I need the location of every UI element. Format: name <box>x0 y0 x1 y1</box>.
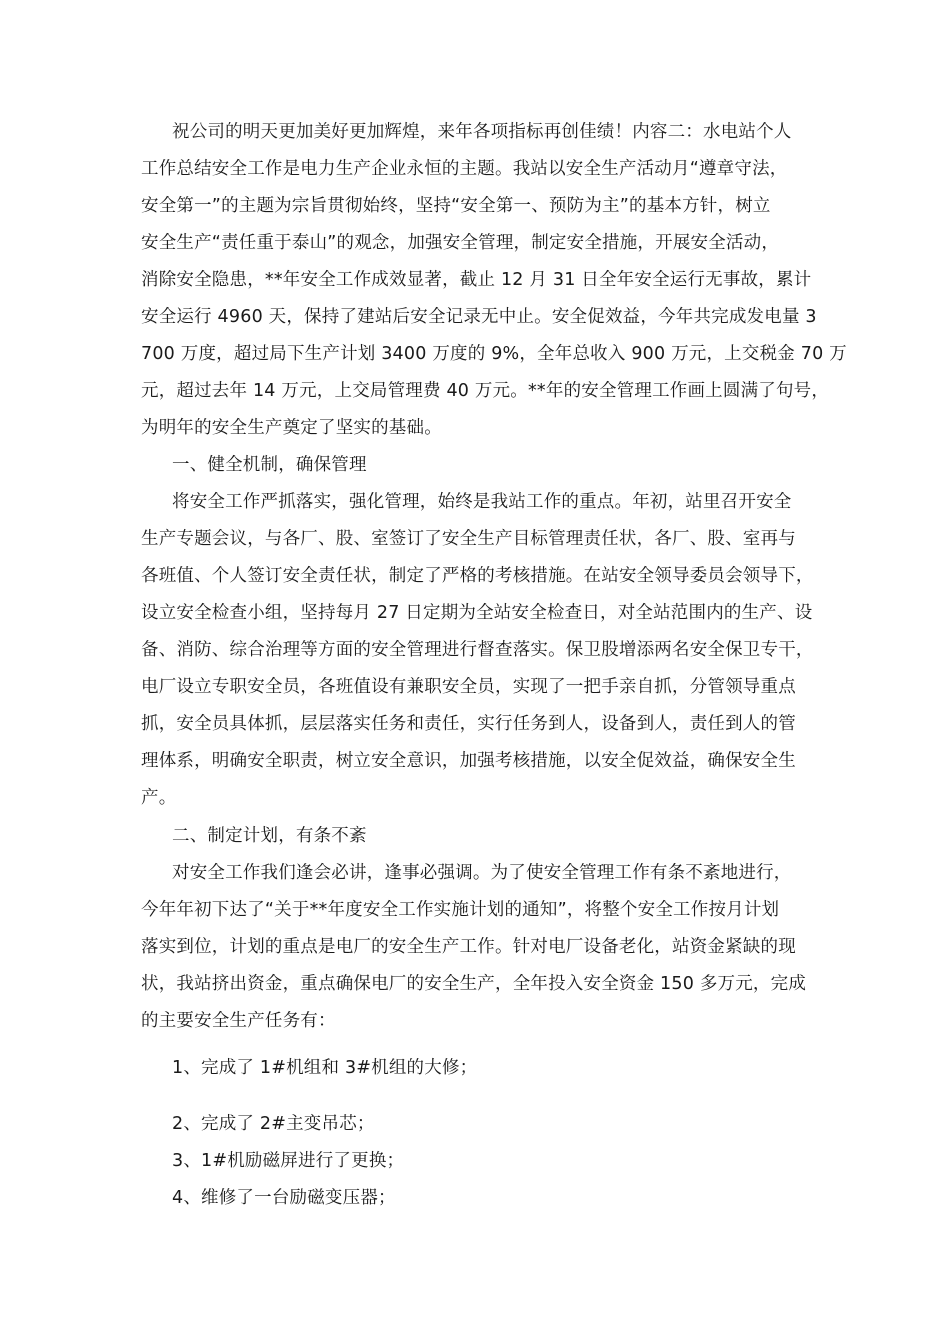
list-item: 3、1#机励磁屏进行了更换； <box>172 1151 405 1171</box>
paragraph-line: 700 万度，超过局下生产计划 3400 万度的 9%，全年总收入 900 万元，上交税金 70 万 <box>141 344 847 364</box>
paragraph-line: 的主要安全生产任务有： <box>141 1011 336 1031</box>
paragraph-line: 安全生产“责任重于泰山”的观念，加强安全管理，制定安全措施，开展安全活动， <box>141 233 780 253</box>
paragraph-line: 将安全工作严抓落实，强化管理，始终是我站工作的重点。年初，站里召开安全 <box>172 492 792 512</box>
paragraph-line: 产。 <box>141 788 177 808</box>
paragraph-line: 备、消防、综合治理等方面的安全管理进行督查落实。保卫股增添两名安全保卫专干， <box>141 640 814 660</box>
section-heading: 二、制定计划，有条不紊 <box>172 826 367 846</box>
section-heading: 一、健全机制，确保管理 <box>172 455 367 475</box>
paragraph-line: 落实到位，计划的重点是电厂的安全生产工作。针对电厂设备老化，站资金紧缺的现 <box>141 937 796 957</box>
list-item: 1、完成了 1#机组和 3#机组的大修； <box>172 1058 478 1078</box>
paragraph-line: 祝公司的明天更加美好更加辉煌，来年各项指标再创佳绩！内容二：水电站个人 <box>172 122 792 142</box>
paragraph-line: 理体系，明确安全职责，树立安全意识，加强考核措施，以安全促效益，确保安全生 <box>141 751 796 771</box>
paragraph-line: 工作总结安全工作是电力生产企业永恒的主题。我站以安全生产活动月“遵章守法， <box>141 159 788 179</box>
paragraph-line: 今年年初下达了“关于**年度安全工作实施计划的通知”，将整个安全工作按月计划 <box>141 900 780 920</box>
list-item: 4、维修了一台励磁变压器； <box>172 1188 396 1208</box>
paragraph-line: 安全第一”的主题为宗旨贯彻始终，坚持“安全第一、预防为主”的基本方针，树立 <box>141 196 771 216</box>
paragraph-line: 对安全工作我们逢会必讲，逢事必强调。为了使安全管理工作有条不紊地进行， <box>172 863 792 883</box>
paragraph-line: 元，超过去年 14 万元，上交局管理费 40 万元。**年的安全管理工作画上圆满了句号， <box>141 381 830 401</box>
list-item: 2、完成了 2#主变吊芯； <box>172 1114 375 1134</box>
paragraph-line: 为明年的安全生产奠定了坚实的基础。 <box>141 418 442 438</box>
paragraph-line: 生产专题会议，与各厂、股、室签订了安全生产目标管理责任状，各厂、股、室再与 <box>141 529 796 549</box>
paragraph-line: 安全运行 4960 天，保持了建站后安全记录无中止。安全促效益，今年共完成发电量 3 <box>141 307 817 327</box>
paragraph-line: 状，我站挤出资金，重点确保电厂的安全生产，全年投入安全资金 150 多万元，完成 <box>141 974 807 994</box>
paragraph-line: 电厂设立专职安全员，各班值设有兼职安全员，实现了一把手亲自抓，分管领导重点 <box>141 677 796 697</box>
paragraph-line: 各班值、个人签订安全责任状，制定了严格的考核措施。在站安全领导委员会领导下， <box>141 566 814 586</box>
paragraph-line: 消除安全隐患，**年安全工作成效显著，截止 12 月 31 日全年安全运行无事故，累计 <box>141 270 812 290</box>
paragraph-line: 设立安全检查小组，坚持每月 27 日定期为全站安全检查日，对全站范围内的生产、设 <box>141 603 813 623</box>
paragraph-line: 抓，安全员具体抓，层层落实任务和责任，实行任务到人，设备到人，责任到人的管 <box>141 714 796 734</box>
